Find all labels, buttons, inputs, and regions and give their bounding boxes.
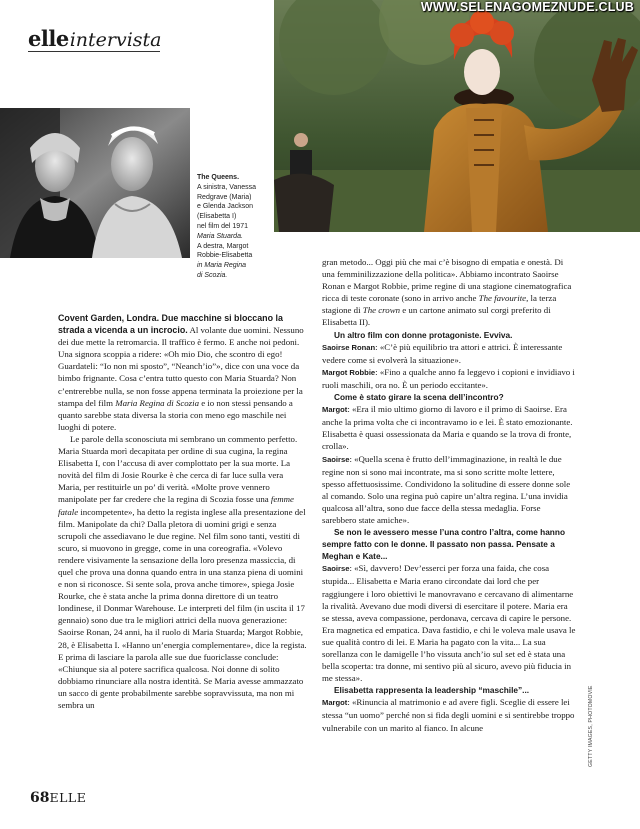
section-header [28, 26, 160, 51]
magazine-brand: elle [28, 26, 69, 51]
interview-answer [322, 696, 576, 733]
page-number: 68 [30, 790, 50, 806]
interview-answer [322, 366, 576, 391]
caption-line: di Scozia. [197, 271, 228, 279]
lead-sentence: Covent Garden, Londra. Due macchine si bloccano la strada a vicenda a un incrocio. [58, 313, 283, 336]
text-run: incompetente», ha detto la regista inglese alla presentazione del film. Manipolate da chi? Dalla pletora di uomini grigi e senza scrupoli che assediavano le due regine. Nel film sono tanti, vestiti di scuro, si muovono in gregge, come in una coreografia. «Volevo rendere visivamente la sensazione della loro presenza massiccia, di quel che prova una donna quando entra in una stanza piena di uomini e non si riconosce. Si sente sola, prova anche timore», spiega Josie Rourke, che è stata anche la prima donna direttore di un teatro londinese, il Donmar Warehouse. Le interpreti del film (in uscita il 17 gennaio) sono due tra le migliori attrici della nuova generazione: Saoirse Ronan, 24 anni, ha il ruolo di Maria Stuarda; Margot Robbie, 28, è Elisabetta I. «Hanno un’energia complementare», dice la regista. E prima di lasciare la parola alle sue due fuoriclasse conclude: «Chiunque sia al potere sacrifica qualcosa. Noi donne di solito dobbiamo rinunciare alla nostra identità. Se Maria avesse ammazzato un sacco di gente probabilmente sarebbe sopravvissuta, ma non mi sembra un [58, 506, 307, 710]
text-run: : «Quella scena è frutto dell’immaginazione, in realtà le due regine non si sono mai incontrate, ma si sono scritte molte lettere, spesso affettuosissime. Condividono la solitudine di essere donne sole al comando. Solo una regina può capire un’altra regina. L’una invidia qualcosa all’altra, sono due facce della stessa medaglia. Forse sarebbero state amiche». [322, 453, 571, 525]
photo-caption [197, 173, 271, 281]
interview-answer [322, 453, 576, 527]
speaker-name: Saoirse [322, 564, 350, 574]
speaker-name: Saoirse [322, 454, 350, 464]
text-run: : «Fino a qualche anno fa leggevo i copioni e invidiavo i ruoli maschili, ora no. È un periodo eccitante». [322, 366, 575, 390]
caption-line: A destra, Margot [197, 242, 249, 250]
caption-line: Robbie-Elisabetta [197, 252, 253, 260]
speaker-name: Margot [322, 405, 348, 415]
text-run: : «C’è più equilibrio tra attori e attrici. È interessante vedere come si evolverà la situazione». [322, 341, 563, 365]
footer-magazine-name: ELLE [49, 790, 87, 805]
caption-title: The Queens. [197, 174, 240, 181]
caption-line: e Glenda Jackson [197, 203, 254, 211]
watermark-text: WWW.SELENAGOMEZNUDE.CLUB [420, 0, 634, 14]
text-run: : «Sì, davvero! Dev’esserci per forza una faida, che cosa stupida... Elisabetta e Maria erano circondate dai lord che per raggiungere i loro obiettivi le manovravano e cercavano di alimentarne la rivalità. Avevano due modi diversi di esercitare il potere. Maria era se stessa, aveva compassione, perdonava, cercava di capire le persone. Era magnetica ed empatica. Dava fastidio, e chi le voleva male usava le sue qualità contro di lei. E Maria ha pagato con la vita... La sua sorellanza con le damigelle l’ho vissuta anch’io sul set ed è stata una bella scoperta: tra donne, mi sentivo più al sicuro, avevo più fiducia in me stessa». [322, 563, 576, 684]
text-run: , la terza stagione di [322, 293, 557, 316]
photo-margot-robbie-elisabetta [274, 0, 640, 232]
section-title: intervista [69, 29, 162, 51]
text-run: e un cartone animato sul corgi preferito di Elisabetta II). [322, 305, 551, 328]
article-column-right [322, 256, 576, 734]
caption-line: in Maria Regina [197, 262, 247, 270]
caption-line: A sinistra, Vanessa [197, 183, 257, 191]
speaker-name: Saoirse Ronan [322, 342, 376, 352]
photo-credit: GETTY IMAGES, PHOTOMOVIE [588, 685, 594, 767]
caption-line: Maria Stuarda. [197, 232, 243, 240]
film-title: The crown [362, 305, 401, 316]
photo-vanessa-redgrave-glenda-jackson [0, 108, 190, 258]
paragraph [322, 256, 576, 329]
header-rule [28, 51, 160, 52]
interview-question: Come è stato girare la scena dell’incontro? [334, 392, 504, 403]
text-run: Al volante due uomini. Nessuno dei due mette la retromarcia. Il traffico è fermo. E anche noi pedoni. Una signora scoppia a ridere: «Oh mio Dio, che scontro di ego! Guardateli: “Io non mi sposto”, “Neanch’io”», dice con una voce da bimbo frignante. Cosa c’entra tutto questo con Maria Stuarda? Non c’entrerebbe nulla, se non fosse appena terminata la proiezione per la stampa del film [58, 325, 304, 408]
interview-answer [322, 562, 576, 684]
emphasis: femme fatale [58, 494, 294, 517]
paragraph [58, 433, 307, 711]
caption-line: nel film del 1971 [197, 222, 248, 230]
film-title: The favourite [478, 293, 527, 304]
interview-answer [322, 403, 576, 452]
speaker-name: Margot Robbie [322, 367, 376, 377]
text-run: : «Era il mio ultimo giorno di lavoro e il primo di Saoirse. Era anche la prima volta che ci incontravamo io e lei. È stato emozionante. Elisabetta è quasi ossessionata da Maria e quando se la trova di fronte, crolla». [322, 404, 573, 452]
text-run: e io non stessi pensando a quanto sarebbe stata diversa la storia con meno ego maschile nei luoghi di potere. [58, 397, 293, 432]
interview-question: Elisabetta rappresenta la leadership “maschile”... [334, 685, 530, 696]
text-run: gran metodo... Oggi più che mai c’è bisogno di empatia e onestà. Di una femminilizzazione della politica». Abbiamo incontrato Saoirse Ronan e Margot Robbie, prime regine di una stagione cinematografica ricca di teste coronate (sono in arrivo anche [322, 257, 572, 304]
interview-answer [322, 341, 576, 366]
text-run: Le parole della sconosciuta mi sembrano un commento perfetto. Maria Stuarda morì decapitata per ordine di sua cugina, la regina Elisabetta I, con l’accusa di aver complottato per la sua morte. La novità del film di Josie Rourke è che cerca di far luce sulla vera Maria, per restituirle un po’ di verità. «Molte prove vennero manipolate per far credere che la regina di Scozia fosse una [58, 433, 298, 505]
speaker-name: Margot [322, 698, 348, 708]
interview-question: Se non le avessero messe l’una contro l’altra, come hanno sempre fatto con le donne. Il passato non passa. Pensate a Meghan e Kate... [322, 527, 566, 562]
page-footer [30, 787, 86, 806]
interview-question: Un altro film con donne protagoniste. Evviva. [334, 329, 513, 340]
caption-line: (Elisabetta I) [197, 213, 237, 221]
film-title: Maria Regina di Scozia [115, 397, 199, 408]
caption-line: Redgrave (Maria) [197, 193, 252, 201]
text-run: : «Rinuncia al matrimonio e ad avere figli. Sceglie di essere lei stessa “un uomo” perché non si fida degli uomini e si sentirebbe troppo vulnerabile con un marito al fianco. In alcune [322, 697, 575, 733]
article-column-left [58, 312, 307, 711]
paragraph [58, 312, 307, 433]
